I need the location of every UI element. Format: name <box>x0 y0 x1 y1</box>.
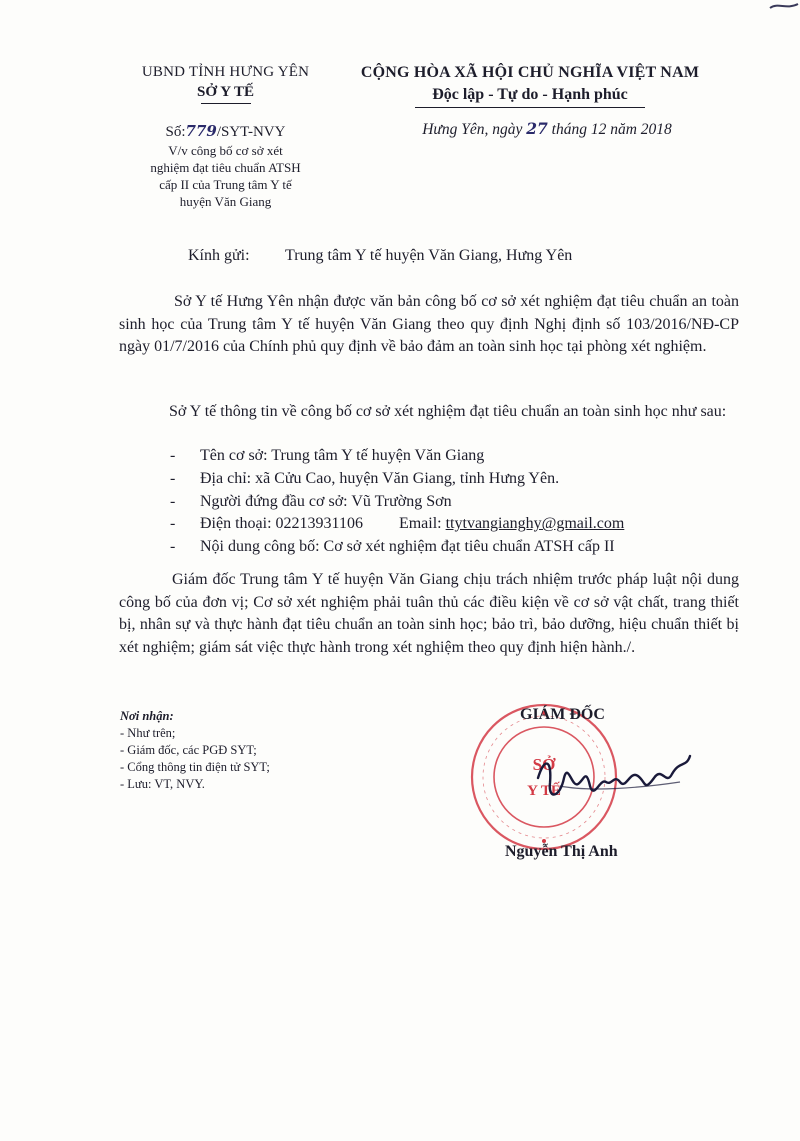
recipient-label: Kính gửi: <box>188 247 250 264</box>
list-item <box>170 468 730 491</box>
national-header <box>355 62 705 108</box>
facility-details <box>170 445 730 559</box>
list-item <box>170 445 730 468</box>
paragraph-info: Sở Y tế thông tin về công bố cơ sở xét nghiệm đạt tiêu chuẩn an toàn sinh học như sau: <box>169 403 727 420</box>
bullet-dash: - <box>170 515 176 533</box>
recipients-title: Nơi nhận: <box>120 709 174 723</box>
facility-address: Địa chỉ: xã Cửu Cao, huyện Văn Giang, tỉnh Hưng Yên. <box>200 469 560 487</box>
bullet-dash: - <box>170 447 176 464</box>
motto-underline <box>415 107 645 108</box>
bullet-dash: - <box>170 538 176 556</box>
agency-name: UBND TỈNH HƯNG YÊN <box>141 64 310 80</box>
document-subject <box>118 142 333 210</box>
recipient-value: Trung tâm Y tế huyện Văn Giang, Hưng Yên <box>285 247 573 264</box>
recipient-line <box>188 247 572 265</box>
email-link[interactable]: ttytvangianghy@gmail.com <box>445 515 625 533</box>
email-field <box>399 513 624 536</box>
number-prefix: Số: <box>165 124 186 140</box>
recipients-block <box>120 708 270 793</box>
subject-line: cấp II của Trung tâm Y tế <box>159 177 292 192</box>
handwritten-day: 27 <box>526 119 548 138</box>
date-suffix: tháng 12 năm 2018 <box>547 121 672 138</box>
paragraph-responsibility: Giám đốc Trung tâm Y tế huyện Văn Giang chịu trách nhiệm trước pháp luật nội dung công bố của đơn vị; Cơ sở xét nghiệm phải tuân thủ các điều kiện về cơ sở vật chất, trang thiết bị, nhân sự và thực hành đạt tiêu chuẩn an toàn sinh học; bảo trì, bảo dưỡng, hiệu chuẩn thiết bị xét nghiệm; giám sát việc thực hành trong xét nghiệm theo quy định hiện hành./. <box>119 571 739 656</box>
date-line <box>382 119 712 139</box>
facility-phone: Điện thoại: 02213931106 <box>200 515 363 533</box>
department-name: SỞ Y TẾ <box>197 84 254 100</box>
list-item <box>170 491 730 514</box>
subject-line: V/v công bố cơ sở xét <box>168 143 283 158</box>
bullet-dash: - <box>170 469 176 487</box>
seal-top-text: SỞ <box>532 755 556 774</box>
facility-name: Tên cơ sở: Trung tâm Y tế huyện Văn Giang <box>200 447 485 464</box>
national-motto: Độc lập - Tự do - Hạnh phúc <box>432 86 628 103</box>
subject-line: huyện Văn Giang <box>179 194 272 209</box>
recipient-item: - Như trên; <box>120 726 176 740</box>
handwritten-signature <box>530 748 700 813</box>
nation-title: CỘNG HÒA XÃ HỘI CHỦ NGHĨA VIỆT NAM <box>360 64 700 81</box>
list-item <box>170 513 730 536</box>
bullet-dash: - <box>170 492 176 510</box>
signer-title: GIÁM ĐỐC <box>520 706 605 723</box>
recipient-item: - Cổng thông tin điện tử SYT; <box>120 760 270 774</box>
facility-head: Người đứng đầu cơ sở: Vũ Trường Sơn <box>200 492 452 510</box>
subject-line: nghiệm đạt tiêu chuẩn ATSH <box>150 160 301 175</box>
announcement-content: Nội dung công bố: Cơ sở xét nghiệm đạt tiêu chuẩn ATSH cấp II <box>200 538 615 556</box>
number-suffix: /SYT-NVY <box>216 124 286 140</box>
document-number <box>118 121 333 142</box>
date-prefix: Hưng Yên, ngày <box>422 121 527 138</box>
issuing-authority <box>118 62 333 104</box>
recipient-item: - Lưu: VT, NVY. <box>120 777 205 791</box>
seal-middle-text: Y TẾ <box>527 783 561 799</box>
recipient-item: - Giám đốc, các PGĐ SYT; <box>120 743 257 757</box>
email-label: Email: <box>398 515 446 533</box>
list-item <box>170 536 730 559</box>
signer-name: Nguyễn Thị Anh <box>505 843 618 860</box>
handwritten-number: 779 <box>185 122 217 140</box>
paragraph-intro: Sở Y tế Hưng Yên nhận được văn bản công bố cơ sở xét nghiệm đạt tiêu chuẩn an toàn sinh học của Trung tâm Y tế huyện Văn Giang theo quy định Nghị định số 103/2016/NĐ-CP ngày 01/7/2016 của Chính phủ quy định về bảo đảm an toàn sinh học tại phòng xét nghiệm. <box>119 293 739 355</box>
scan-edge-mark <box>768 0 800 12</box>
department-underline <box>201 103 251 104</box>
